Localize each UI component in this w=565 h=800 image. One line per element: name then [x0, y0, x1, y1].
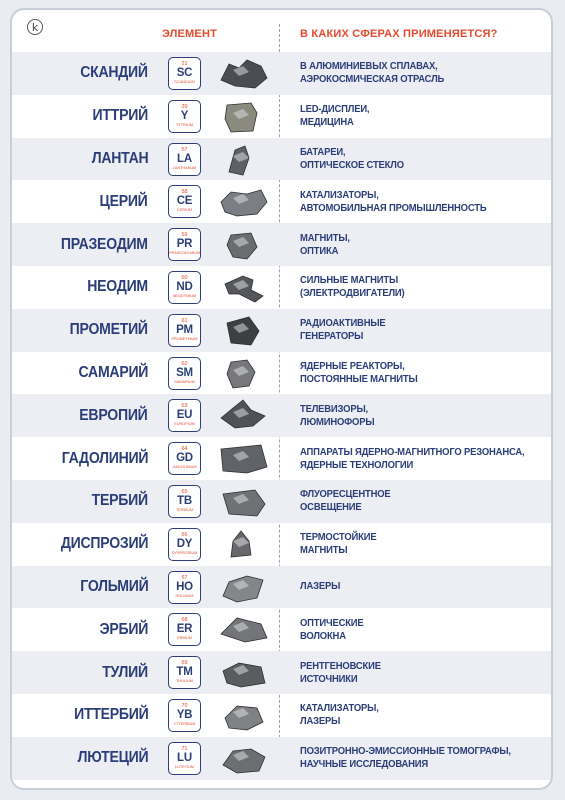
application-line: ФЛУОРЕСЦЕНТНОЕ: [300, 488, 391, 501]
element-symbol: LU: [177, 751, 192, 764]
atomic-number: 57: [181, 146, 188, 153]
mineral-sample-image: [217, 698, 269, 733]
application-line: ВОЛОКНА: [300, 629, 346, 642]
application-text: [300, 138, 550, 181]
mineral-sample-image: [217, 441, 269, 476]
element-symbol: YB: [176, 708, 193, 721]
application-text: [300, 480, 550, 523]
element-name: ЛЮТЕЦИЙ: [77, 749, 148, 767]
latin-name: NEODYMIUM: [172, 293, 197, 298]
element-name: ГОЛЬМИЙ: [79, 577, 148, 595]
mineral-sample-image: [217, 527, 269, 562]
latin-name: LUTETIUM: [175, 764, 194, 769]
element-row: [12, 138, 551, 181]
atomic-number: 68: [181, 617, 188, 624]
element-tile: [168, 185, 201, 218]
element-row: [12, 737, 551, 780]
application-line: МАГНИТЫ,: [300, 231, 350, 244]
mineral-sample-image: [217, 484, 269, 519]
element-list: [12, 52, 551, 780]
atomic-number: 71: [181, 745, 188, 752]
application-line: РАДИОАКТИВНЫЕ: [300, 317, 386, 330]
element-tile: [168, 399, 201, 432]
element-row: [12, 566, 551, 609]
latin-name: THULIUM: [176, 679, 193, 684]
element-name: ТУЛИЙ: [102, 663, 148, 681]
element-tile: [168, 100, 201, 133]
element-tile: [168, 528, 201, 561]
element-symbol: ER: [176, 623, 193, 636]
application-line: ОПТИКА: [300, 244, 339, 257]
infographic-card: [10, 8, 553, 790]
element-name: НЕОДИМ: [87, 278, 148, 296]
element-name: ПРАЗЕОДИМ: [61, 235, 148, 253]
latin-name: CERIUM: [177, 208, 192, 213]
application-line: (ЭЛЕКТРОДВИГАТЕЛИ): [300, 287, 405, 300]
application-text: [300, 223, 550, 266]
element-tile: [168, 742, 201, 775]
element-symbol: EU: [176, 409, 193, 422]
atomic-number: 21: [181, 61, 188, 67]
application-line: ЛЮМИНОФОРЫ: [300, 415, 375, 428]
atomic-number: 64: [181, 446, 188, 453]
atomic-number: 67: [181, 574, 188, 581]
element-tile: [168, 442, 201, 475]
mineral-sample-image: [217, 184, 269, 219]
element-tile: [168, 656, 201, 689]
header-application: В КАКИХ СФЕРАХ ПРИМЕНЯЕТСЯ?: [300, 28, 498, 40]
latin-name: HOLMIUM: [175, 593, 194, 598]
application-line: АЭРОКОСМИЧЕСКАЯ ОТРАСЛЬ: [300, 73, 445, 86]
application-line: НАУЧНЫЕ ИССЛЕДОВАНИЯ: [300, 758, 429, 771]
application-line: ОСВЕЩЕНИЕ: [300, 501, 362, 514]
application-line: ОПТИЧЕСКОЕ СТЕКЛО: [300, 158, 404, 171]
application-text: [300, 95, 550, 138]
element-name: ДИСПРОЗИЙ: [60, 535, 148, 553]
application-text: [300, 180, 550, 223]
mineral-sample-image: [217, 99, 269, 134]
element-row: [12, 223, 551, 266]
application-text: [300, 394, 550, 437]
application-line: ПОСТОЯННЫЕ МАГНИТЫ: [300, 372, 418, 385]
latin-name: GADOLINIUM: [172, 465, 197, 470]
application-text: [300, 52, 550, 95]
element-tile: [168, 143, 201, 176]
application-line: ЯДЕРНЫЕ РЕАКТОРЫ,: [300, 359, 405, 372]
mineral-sample-image: [217, 227, 269, 262]
application-line: ЛАЗЕРЫ: [300, 580, 341, 593]
latin-name: DYSPROSIUM: [171, 550, 198, 555]
application-line: ТЕРМОСТОЙКИЕ: [300, 531, 377, 544]
element-symbol: HO: [176, 580, 193, 593]
logo-icon: k: [27, 19, 43, 35]
element-name: ЛАНТАН: [91, 149, 148, 167]
element-tile: [168, 314, 201, 347]
application-text: [300, 523, 550, 566]
element-name: СКАНДИЙ: [80, 64, 148, 82]
element-name: ПРОМЕТИЙ: [69, 321, 148, 339]
latin-name: PROMETHIUM: [171, 336, 198, 341]
element-symbol: Y: [180, 109, 189, 122]
mineral-sample-image: [217, 56, 269, 91]
element-row: [12, 694, 551, 737]
atomic-number: 69: [181, 660, 188, 667]
element-row: [12, 437, 551, 480]
atomic-number: 58: [181, 189, 188, 196]
element-tile: [168, 699, 201, 732]
latin-name: LANTHANUM: [172, 165, 197, 170]
element-name: ЦЕРИЙ: [99, 192, 148, 210]
latin-name: PRASEODYMIUM: [169, 251, 201, 256]
element-symbol: SM: [176, 366, 193, 379]
mineral-sample-image: [217, 270, 269, 305]
application-text: [300, 737, 550, 780]
application-line: ПОЗИТРОННО-ЭМИССИОННЫЕ ТОМОГРАФЫ,: [300, 745, 511, 758]
element-name: ИТТРИЙ: [92, 107, 148, 125]
element-symbol: CE: [176, 195, 193, 208]
application-line: ИСТОЧНИКИ: [300, 672, 358, 685]
latin-name: SCANDIUM: [174, 80, 195, 84]
element-tile: [168, 613, 201, 646]
header-element: ЭЛЕМЕНТ: [162, 28, 218, 40]
atomic-number: 63: [181, 403, 188, 410]
element-row: [12, 480, 551, 523]
latin-name: YTTRIUM: [176, 122, 193, 127]
element-row: [12, 352, 551, 395]
element-row: [12, 95, 551, 138]
atomic-number: 59: [181, 232, 188, 239]
mineral-sample-image: [217, 570, 269, 605]
mineral-sample-image: [217, 313, 269, 348]
atomic-number: 39: [181, 103, 188, 110]
application-text: [300, 566, 550, 609]
element-tile: [168, 271, 201, 304]
application-line: ГЕНЕРАТОРЫ: [300, 330, 364, 343]
latin-name: EUROPIUM: [174, 422, 195, 427]
application-text: [300, 608, 550, 651]
application-text: [300, 694, 550, 737]
table-header: [12, 28, 551, 52]
latin-name: SAMARIUM: [174, 379, 195, 384]
element-tile: [168, 571, 201, 604]
element-tile: [168, 485, 201, 518]
element-name: САМАРИЙ: [78, 363, 148, 381]
application-line: ТЕЛЕВИЗОРЫ,: [300, 402, 368, 415]
latin-name: YTTERBIUM: [173, 721, 196, 726]
application-line: РЕНТГЕНОВСКИЕ: [300, 659, 381, 672]
application-line: ЛАЗЕРЫ: [300, 715, 341, 728]
application-line: ЯДЕРНЫЕ ТЕХНОЛОГИИ: [300, 458, 414, 471]
application-line: LED-ДИСПЛЕИ,: [300, 103, 370, 116]
application-line: МАГНИТЫ: [300, 544, 348, 557]
application-text: [300, 266, 550, 309]
application-text: [300, 352, 550, 395]
element-name: ЕВРОПИЙ: [79, 406, 148, 424]
atomic-number: 61: [181, 317, 188, 324]
element-row: [12, 608, 551, 651]
application-line: МЕДИЦИНА: [300, 116, 354, 129]
mineral-sample-image: [217, 612, 269, 647]
element-tile: [168, 57, 201, 90]
element-symbol: LA: [177, 152, 192, 165]
application-text: [300, 309, 550, 352]
element-row: [12, 52, 551, 95]
element-symbol: SC: [176, 67, 193, 79]
application-line: ОПТИЧЕСКИЕ: [300, 616, 364, 629]
atomic-number: 66: [181, 531, 188, 538]
element-name: ИТТЕРБИЙ: [73, 706, 148, 724]
element-symbol: ND: [176, 280, 193, 293]
application-text: [300, 651, 550, 694]
element-row: [12, 180, 551, 223]
element-tile: [168, 357, 201, 390]
element-row: [12, 266, 551, 309]
atomic-number: 60: [181, 274, 188, 281]
application-line: В АЛЮМИНИЕВЫХ СПЛАВАХ,: [300, 60, 438, 73]
application-line: АВТОМОБИЛЬНАЯ ПРОМЫШЛЕННОСТЬ: [300, 201, 487, 214]
atomic-number: 65: [181, 488, 188, 495]
mineral-sample-image: [217, 655, 269, 690]
element-tile: [168, 228, 201, 261]
latin-name: TERBIUM: [175, 507, 194, 512]
element-symbol: PR: [176, 238, 193, 251]
element-symbol: TM: [176, 666, 193, 679]
mineral-sample-image: [217, 398, 269, 433]
atomic-number: 70: [181, 702, 188, 709]
element-row: [12, 651, 551, 694]
application-text: [300, 437, 550, 480]
mineral-sample-image: [217, 356, 269, 391]
element-row: [12, 309, 551, 352]
element-name: ЭРБИЙ: [99, 620, 148, 638]
application-line: АППАРАТЫ ЯДЕРНО-МАГНИТНОГО РЕЗОНАНСА,: [300, 445, 525, 458]
element-name: ГАДОЛИНИЙ: [61, 449, 148, 467]
element-row: [12, 394, 551, 437]
application-line: КАТАЛИЗАТОРЫ,: [300, 702, 379, 715]
mineral-sample-image: [217, 142, 269, 177]
element-row: [12, 523, 551, 566]
atomic-number: 62: [181, 360, 188, 367]
application-line: КАТАЛИЗАТОРЫ,: [300, 188, 379, 201]
latin-name: ERBIUM: [177, 636, 192, 641]
element-symbol: PM: [176, 323, 193, 336]
element-symbol: GD: [176, 452, 193, 465]
application-line: БАТАРЕИ,: [300, 145, 346, 158]
application-line: СИЛЬНЫЕ МАГНИТЫ: [300, 274, 399, 287]
element-symbol: TB: [177, 494, 192, 507]
element-name: ТЕРБИЙ: [91, 492, 148, 510]
element-symbol: DY: [176, 537, 193, 550]
mineral-sample-image: [217, 741, 269, 776]
